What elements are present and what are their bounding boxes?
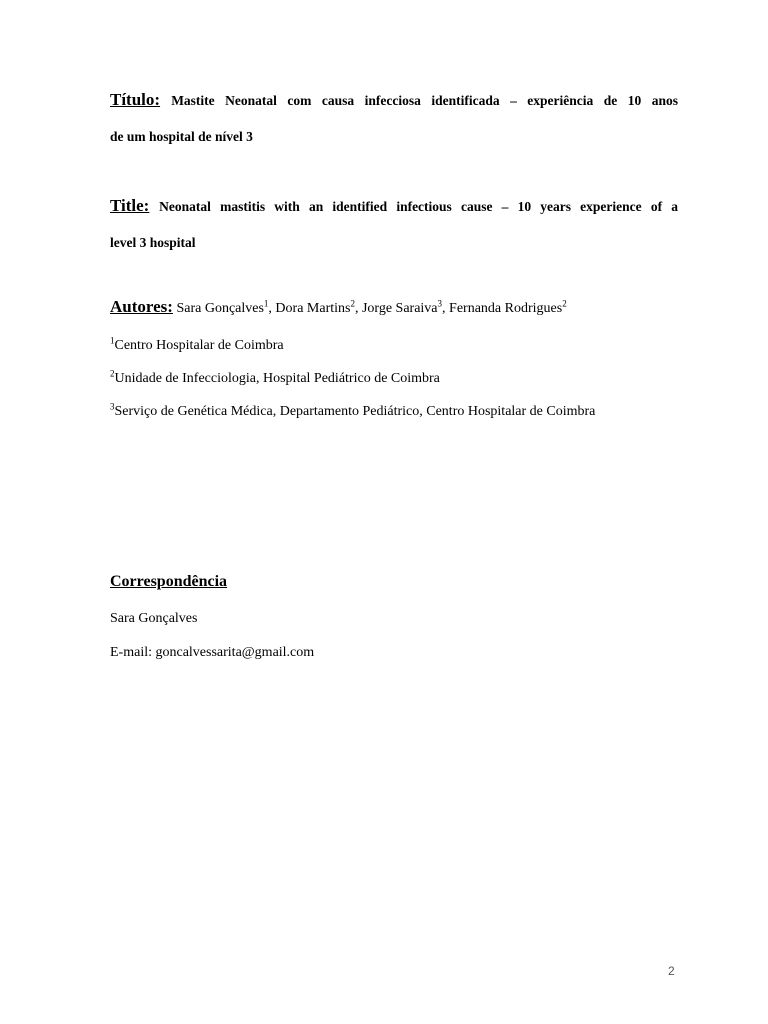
- affiliation-3: [110, 402, 678, 422]
- author-name: Sara Gonçalves: [176, 301, 264, 316]
- titulo-block: [110, 82, 678, 155]
- affiliation-sup: 3: [110, 401, 115, 412]
- correspondence-email: E-mail: goncalvessarita@gmail.com: [110, 645, 315, 660]
- affiliation-text: Unidade de Infecciologia, Hospital Pediátrico de Coimbra: [114, 371, 440, 386]
- authors-label: Autores:: [110, 297, 173, 316]
- title-block: [110, 188, 678, 261]
- author-separator: ,: [354, 301, 362, 316]
- title-text-line1: Neonatal mastitis with an identified infectious cause – 10 years experience of a: [159, 199, 679, 214]
- affiliation-text: Serviço de Genética Médica, Departamento Pediátrico, Centro Hospitalar de Coimbra: [114, 404, 596, 419]
- titulo-line1: [110, 82, 678, 119]
- titulo-text-line2: de um hospital de nível 3: [110, 129, 253, 144]
- authors-line: [110, 297, 678, 317]
- author-list: [176, 298, 567, 316]
- affiliation-2: [110, 369, 678, 389]
- title-label: Title:: [110, 196, 150, 215]
- title-line1: [110, 188, 678, 225]
- correspondence-name: Sara Gonçalves: [110, 611, 198, 626]
- affiliation-sup: 1: [110, 335, 115, 346]
- author-separator: ,: [268, 301, 276, 316]
- author-affiliation-sup: 2: [350, 298, 355, 309]
- author-affiliation-sup: 2: [562, 298, 567, 309]
- affiliation-text: Centro Hospitalar de Coimbra: [114, 338, 284, 353]
- affiliation-sup: 2: [110, 368, 115, 379]
- titulo-label: Título:: [110, 90, 161, 109]
- author-name: Dora Martins: [275, 301, 351, 316]
- author-affiliation-sup: 1: [263, 298, 269, 309]
- titulo-text-line1: Mastite Neonatal com causa infecciosa identificada – experiência de 10 anos: [171, 93, 679, 108]
- affiliation-1: [110, 336, 678, 356]
- author-name: Fernanda Rodrigues: [449, 301, 563, 316]
- title-text-line2: level 3 hospital: [110, 235, 196, 250]
- author-name: Jorge Saraiva: [361, 301, 438, 316]
- author-affiliation-sup: 3: [437, 298, 443, 309]
- author-separator: ,: [442, 301, 450, 316]
- page-number: 2: [668, 964, 675, 978]
- correspondence-heading: Correspondência: [110, 573, 228, 590]
